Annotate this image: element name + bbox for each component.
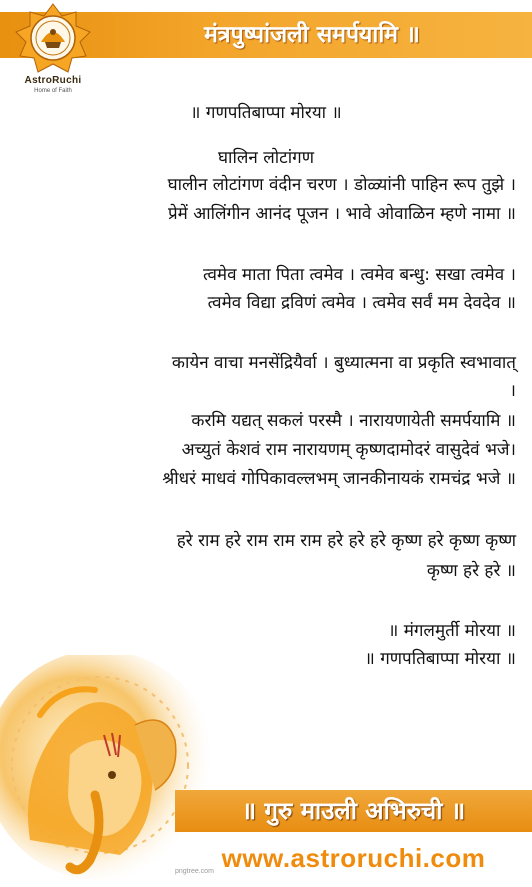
verse-line: त्वमेव विद्या द्रविणं त्वमेव । त्वमेव सर्वं मम देवदेव ॥: [207, 293, 516, 313]
verse-line: त्वमेव माता पिता त्वमेव । त्वमेव बन्धु: सखा त्वमेव ।: [202, 265, 516, 285]
page-title: मंत्रपुष्पांजली समर्पयामि ॥: [204, 22, 420, 48]
verse-line: कायेन वाचा मनसेंद्रियैर्वा । बुध्यात्मना वा प्रकृति स्वभावात्: [171, 353, 516, 373]
verse-line: करमि यद्यत् सकलं परस्मै । नारायणायेती समर्पयामि ॥: [191, 411, 516, 431]
verse-line: ॥ गणपतिबाप्पा मोरया ॥: [364, 649, 516, 669]
verse-line: ।: [509, 381, 516, 401]
verse-line: घालीन लोटांगण वंदीन चरण । डोळ्यांनी पाहिन रूप तुझे ।: [167, 175, 516, 195]
lotus-logo-icon: [14, 2, 92, 74]
verse-heading: घालिन लोटांगण: [218, 148, 314, 168]
logo-wordmark: AstroRuchi: [24, 75, 82, 86]
verse-line: अच्युतं केशवं राम नारायणम् कृष्णदामोदरं वासुदेवं भजे।: [181, 440, 516, 460]
verse-line: ॥ मंगलमुर्ती मोरया ॥: [388, 621, 516, 641]
verse-line: हरे राम हरे राम राम राम हरे हरे हरे कृष्ण हरे कृष्ण कृष्ण: [176, 531, 516, 551]
watermark: pngtree.com: [175, 868, 214, 875]
footer-banner-text: ॥ गुरु माउली अभिरुची ॥: [241, 797, 466, 825]
header: [0, 0, 532, 94]
verse-line: ॥ गणपतिबाप्पा मोरया ॥: [190, 103, 342, 123]
verse-line: कृष्ण हरे हरे ॥: [426, 561, 516, 581]
astroruchi-logo: [14, 2, 92, 98]
website-link[interactable]: www.astroruchi.com: [221, 843, 486, 873]
verse-line: प्रेमें आलिंगीन आनंद पूजन । भावे ओवाळिन म्हणे नामा ॥: [167, 204, 516, 224]
logo-tagline: Home of Faith: [34, 88, 72, 94]
verse-line: श्रीधरं माधवं गोपिकावल्लभम् जानकीनायकं रामचंद्र भजे ॥: [162, 469, 516, 489]
